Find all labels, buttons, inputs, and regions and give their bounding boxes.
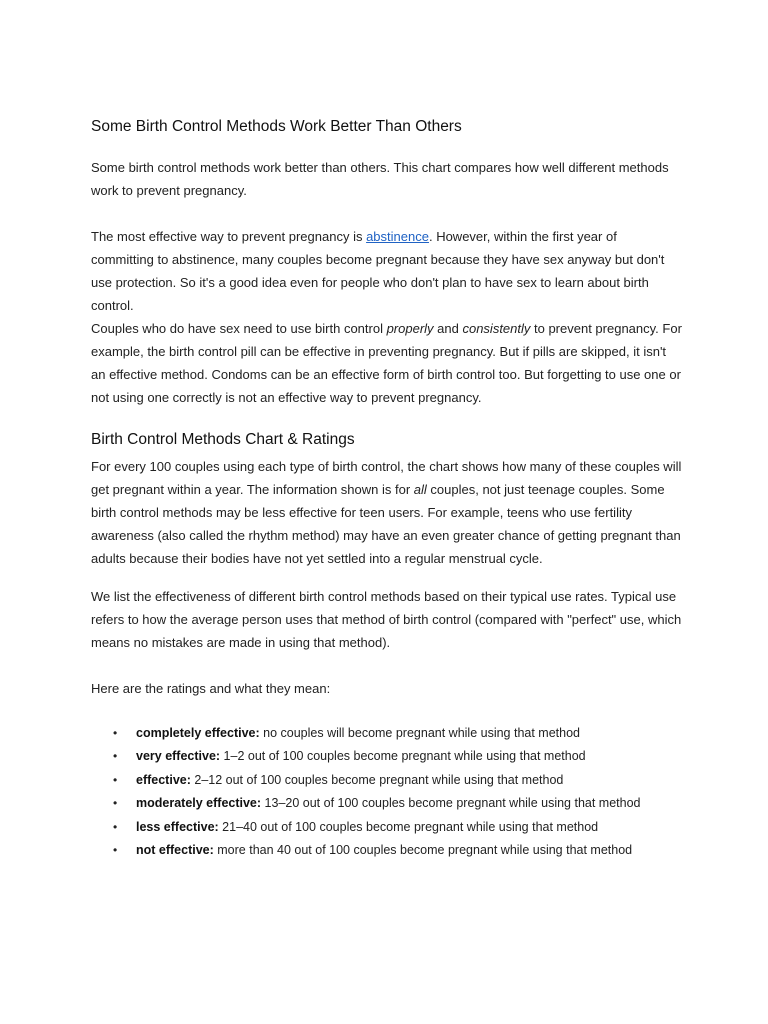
rating-term: moderately effective:	[136, 796, 262, 811]
list-item	[91, 722, 683, 745]
rating-description: 21–40 out of 100 couples become pregnant while using that method	[218, 819, 599, 834]
ratings-list	[91, 722, 683, 862]
emphasis-consistently: consistently	[462, 321, 531, 336]
proper-use-paragraph	[91, 317, 683, 409]
bullet-icon: •	[113, 749, 118, 764]
rating-term: not effective:	[136, 843, 214, 858]
proper-use-text-1: Couples who do have sex need to use birth control	[91, 321, 387, 336]
rating-description: 13–20 out of 100 couples become pregnant while using that method	[261, 796, 641, 811]
list-item	[91, 792, 683, 815]
rating-term: less effective:	[136, 819, 219, 834]
list-item	[91, 816, 683, 839]
document-content	[91, 112, 683, 862]
rating-description: 2–12 out of 100 couples become pregnant while using that method	[190, 772, 564, 787]
proper-use-text-2: and	[433, 321, 463, 336]
rating-description: no couples will become pregnant while using that method	[259, 726, 581, 740]
abstinence-text-after: . However, within the first year of committing to abstinence, many couples become pregnant because they have sex anyway but don't use protection. So it's a good idea even for people who don't plan to have sex to learn about birth control.	[91, 229, 665, 313]
section-title-birth-control-methods: Some Birth Control Methods Work Better Than Others	[91, 118, 462, 135]
list-item	[91, 745, 683, 768]
intro-paragraph: Some birth control methods work better than others. This chart compares how well different methods work to prevent pregnancy.	[91, 160, 669, 198]
bullet-icon: •	[113, 796, 118, 811]
abstinence-paragraph	[91, 225, 683, 317]
rating-term: effective:	[136, 772, 191, 787]
bullet-icon: •	[113, 726, 118, 740]
bullet-icon: •	[113, 843, 118, 858]
rating-description: 1–2 out of 100 couples become pregnant while using that method	[220, 749, 586, 764]
abstinence-text-before: The most effective way to prevent pregnancy is	[91, 229, 367, 244]
emphasis-all: all	[413, 482, 427, 497]
proper-use-text-3: to prevent pregnancy. For example, the birth control pill can be effective in preventing pregnancy. But if pills are skipped, it isn't an effective method. Condoms can be an effective form of birth control too. But forgetting to use one or not using one correctly is not an effective way to prevent pregnancy.	[91, 321, 682, 405]
abstinence-link[interactable]: abstinence	[366, 229, 429, 244]
emphasis-properly: properly	[386, 321, 434, 336]
chart-explanation-paragraph	[91, 455, 683, 570]
ratings-intro: Here are the ratings and what they mean:	[91, 681, 331, 696]
rating-description: more than 40 out of 100 couples become pregnant while using that method	[213, 843, 633, 858]
typical-use-paragraph: We list the effectiveness of different birth control methods based on their typical use rates. Typical use refers to how the average person uses that method of birth control (compared with "perfect" use, which means no mistakes are made in using that method).	[91, 589, 682, 650]
list-item	[91, 839, 683, 862]
chart-explanation-text-2: couples, not just teenage couples. Some birth control methods may be less effective for teen users. For example, teens who use fertility awareness (also called the rhythm method) may have an even greater chance of getting pregnant than adults because their bodies have not yet settled into a regular menstrual cycle.	[91, 482, 681, 566]
chart-explanation-text-1: For every 100 couples using each type of birth control, the chart shows how many of these couples will get pregnant within a year. The information shown is for	[91, 459, 682, 497]
bullet-icon: •	[113, 772, 118, 787]
bullet-icon: •	[113, 819, 118, 834]
rating-term: completely effective:	[136, 726, 260, 740]
rating-term: very effective:	[136, 749, 221, 764]
list-item	[91, 769, 683, 792]
section-title-chart-ratings: Birth Control Methods Chart & Ratings	[91, 431, 355, 448]
